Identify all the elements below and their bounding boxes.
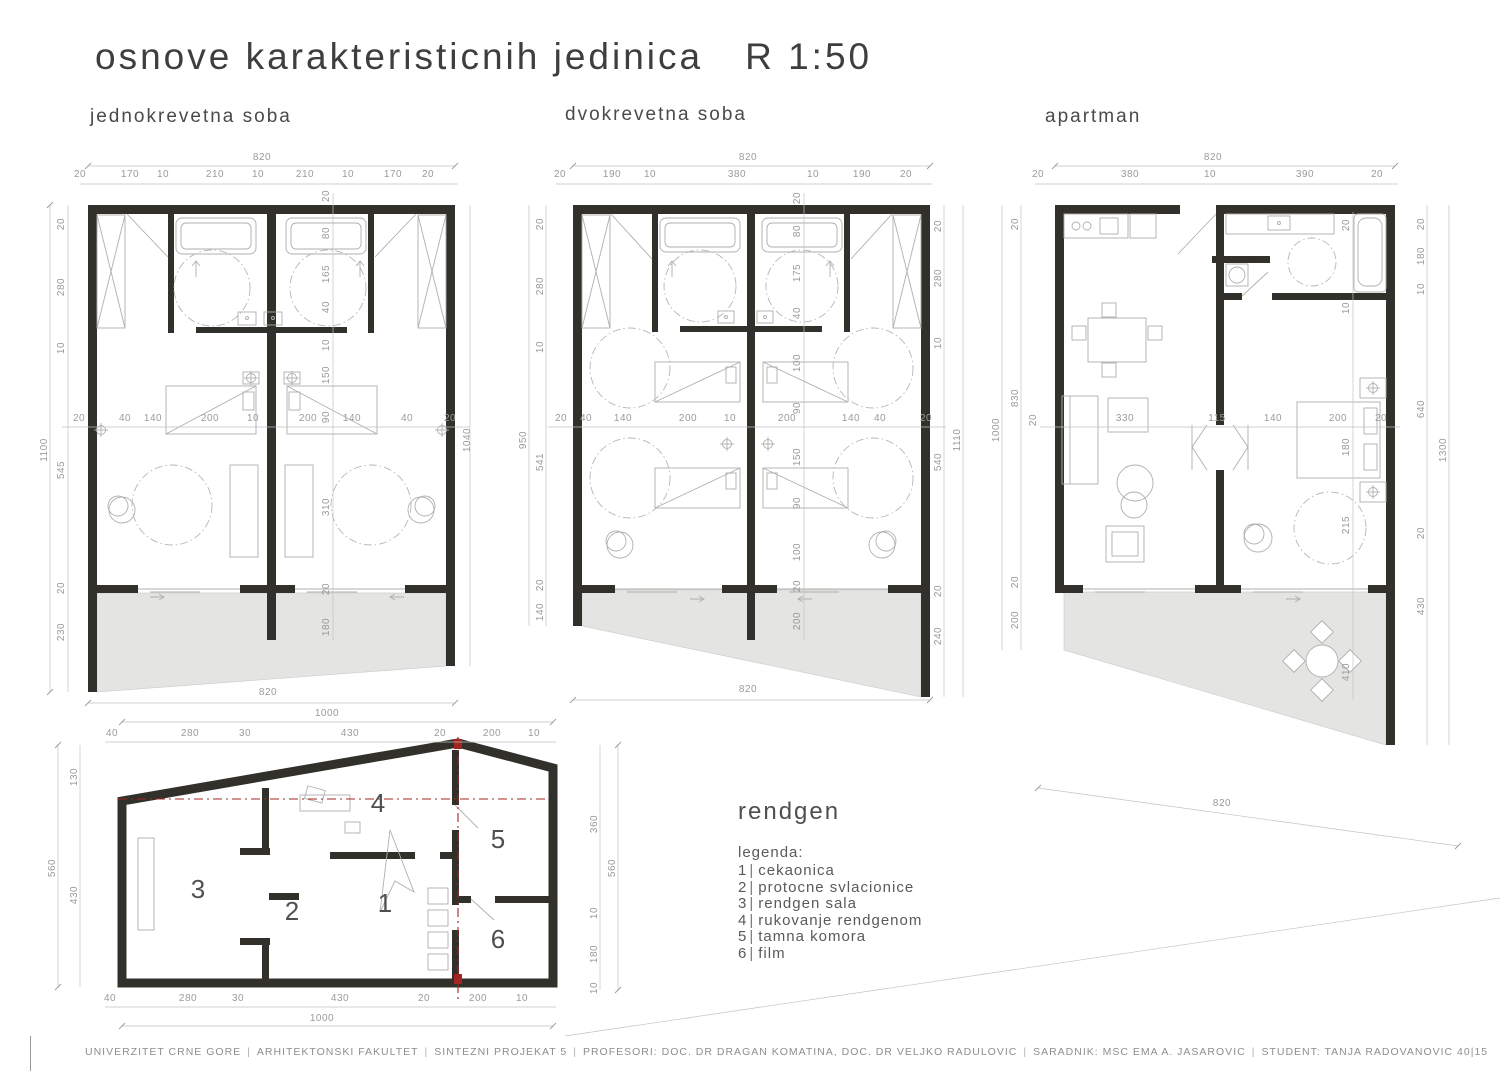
dim-label: 10 (1341, 301, 1352, 315)
dim-label: 20 (535, 578, 546, 592)
dim-label: 380 (727, 169, 747, 180)
dim-label: 20 (554, 413, 568, 424)
dim-label: 140 (1263, 413, 1283, 424)
legend-separator: | (749, 944, 755, 962)
dim-label: 40 (792, 306, 803, 320)
dim-label: 410 (1341, 662, 1352, 682)
dim-label: 1110 (952, 428, 963, 452)
dim-label: 200 (1010, 610, 1021, 630)
legend-item-number: 3 (738, 895, 748, 912)
dim-label: 20 (792, 191, 803, 205)
dim-label: 100 (792, 353, 803, 373)
dim-label: 10 (535, 340, 546, 354)
legend-title: rendgen (738, 798, 841, 825)
title-block (0, 1038, 1500, 1071)
dim-label: 20 (1416, 217, 1427, 231)
dim-label: 820 (252, 152, 272, 163)
dim-label: 20 (535, 217, 546, 231)
dim-label: 10 (589, 981, 600, 995)
legend-separator: | (749, 878, 755, 896)
legend-separator: | (749, 862, 755, 879)
dim-label: 190 (602, 169, 622, 180)
dim-label: 1100 (39, 438, 50, 462)
dim-label: 20 (933, 584, 944, 598)
dim-label: 140 (342, 413, 362, 424)
sheet-title-text: osnove karakteristicnih jedinica (95, 36, 704, 77)
dim-label: 820 (738, 152, 758, 163)
dim-label: 20 (1031, 169, 1045, 180)
dim-label: 310 (321, 497, 332, 517)
dim-label: 541 (535, 452, 546, 472)
dim-label: 200 (777, 413, 797, 424)
dim-label: 830 (1010, 388, 1021, 408)
footer-student: STUDENT: TANJA RADOVANOVIC 40|15 (1261, 1046, 1489, 1058)
dim-label: 90 (321, 410, 332, 424)
dim-label: 280 (178, 993, 198, 1004)
dim-label: 20 (421, 169, 435, 180)
dim-label: 10 (643, 169, 657, 180)
dim-label: 240 (933, 626, 944, 646)
footer-faculty: ARHITEKTONSKI FAKULTET (256, 1046, 419, 1058)
dim-label: 280 (933, 268, 944, 288)
dim-label: 40 (105, 728, 119, 739)
legend-item-number: 6 (738, 944, 748, 962)
dim-label: 200 (678, 413, 698, 424)
dim-label: 10 (515, 993, 529, 1004)
dim-label: 180 (1341, 437, 1352, 457)
dim-label: 20 (56, 217, 67, 231)
dim-label: 170 (120, 169, 140, 180)
dim-label: 10 (806, 169, 820, 180)
footer-separator: | (573, 1046, 577, 1058)
dim-label: 20 (321, 582, 332, 596)
dim-label: 80 (321, 226, 332, 240)
dim-label: 20 (899, 169, 913, 180)
legend-item-label: rendgen sala (758, 895, 857, 912)
legend-separator: | (749, 895, 755, 912)
room-number: 5 (490, 824, 506, 854)
dim-label: 210 (295, 169, 315, 180)
dim-label: 10 (527, 728, 541, 739)
legend-item (738, 863, 922, 880)
dim-label: 200 (1328, 413, 1348, 424)
room-number: 6 (490, 924, 506, 954)
dim-label: 280 (56, 277, 67, 297)
dim-label: 40 (321, 300, 332, 314)
footer-professors: PROFESORI: DOC. DR DRAGAN KOMATINA, DOC. DR VELJKO RADULOVIC (582, 1046, 1018, 1058)
dim-label: 200 (482, 728, 502, 739)
dim-label: 175 (792, 263, 803, 283)
legend-item-label: cekaonica (758, 862, 835, 879)
footer-project: SINTEZNI PROJEKAT 5 (434, 1046, 568, 1058)
dim-label: 190 (852, 169, 872, 180)
dim-label: 1040 (462, 427, 473, 453)
footer-separator: | (1251, 1046, 1256, 1058)
dim-label: 100 (792, 542, 803, 562)
dim-label: 10 (933, 336, 944, 350)
dim-label: 540 (933, 452, 944, 472)
legend-separator: | (749, 928, 755, 945)
dim-label: 10 (246, 413, 260, 424)
dim-label: 140 (613, 413, 633, 424)
dim-label: 430 (1416, 596, 1427, 616)
dim-label: 130 (69, 767, 80, 787)
dim-label: 10 (321, 338, 332, 352)
dim-label: 10 (723, 413, 737, 424)
dim-label: 200 (298, 413, 318, 424)
dim-label: 200 (468, 993, 488, 1004)
dim-label: 115 (1208, 413, 1226, 424)
plan-jednokrevetna-soba (39, 152, 473, 706)
legend-item (738, 880, 922, 897)
dim-label: 20 (72, 413, 86, 424)
dim-label: 20 (792, 579, 803, 593)
legend-item-label: rukovanje rendgenom (758, 911, 923, 929)
legend-separator: | (749, 911, 755, 929)
dim-label: 150 (321, 365, 332, 385)
dim-label: 20 (933, 219, 944, 233)
legend-item (738, 946, 922, 963)
room-number: 1 (377, 888, 393, 918)
dim-label: 10 (251, 169, 265, 180)
plan-dvokrevetna-soba (518, 152, 963, 703)
dim-label: 80 (792, 224, 803, 238)
dim-label: 430 (330, 993, 350, 1004)
dim-label: 640 (1416, 399, 1427, 419)
dim-label: 20 (553, 169, 567, 180)
dim-label: 20 (443, 413, 457, 424)
dim-label: 200 (200, 413, 220, 424)
dim-label: 1300 (1438, 437, 1449, 463)
dim-label: 330 (1115, 413, 1135, 424)
footer-separator: | (1023, 1046, 1028, 1058)
dim-label: 20 (1341, 218, 1352, 232)
dim-label: 10 (56, 341, 67, 355)
dim-label: 20 (1028, 413, 1039, 427)
dim-label: 140 (841, 413, 861, 424)
dim-label: 20 (433, 728, 447, 739)
dim-label: 20 (1010, 217, 1021, 231)
dim-label: 360 (589, 814, 600, 834)
dim-label: 20 (1374, 413, 1388, 424)
legend-item-number: 4 (738, 911, 748, 929)
dim-label: 40 (579, 413, 593, 424)
legend-item (738, 913, 922, 930)
dim-label: 215 (1341, 515, 1352, 535)
dim-label: 180 (321, 617, 332, 637)
dim-label: 165 (321, 264, 332, 284)
dim-label: 950 (518, 430, 529, 450)
legend-item-number: 2 (738, 878, 748, 896)
dim-label: 10 (589, 906, 600, 920)
dim-label: 40 (873, 413, 887, 424)
legend-heading: legenda: (738, 844, 804, 861)
footer-associate: SARADNIK: MSC EMA A. JASAROVIC (1033, 1046, 1246, 1058)
dim-label: 560 (607, 858, 618, 878)
sheet-scale: R 1:50 (745, 36, 873, 77)
dim-label: 10 (1416, 282, 1427, 296)
dim-label: 170 (383, 169, 403, 180)
dim-label: 280 (535, 276, 546, 296)
footer-separator: | (247, 1046, 251, 1058)
dim-label: 545 (56, 460, 67, 480)
room-number: 3 (190, 874, 206, 904)
dim-label: 210 (205, 169, 225, 180)
dim-label: 150 (792, 447, 803, 467)
dim-label: 1000 (991, 417, 1002, 443)
dim-label: 820 (1212, 798, 1232, 809)
dim-label: 140 (143, 413, 163, 424)
dim-label: 230 (56, 622, 67, 642)
legend-item-label: protocne svlacionice (758, 878, 915, 896)
dim-label: 40 (400, 413, 414, 424)
dim-label: 180 (1416, 246, 1427, 266)
plan3-label: apartman (1045, 106, 1142, 127)
plan-rendgen (47, 708, 621, 1029)
legend-item-number: 1 (738, 862, 748, 879)
dim-label: 30 (231, 993, 245, 1004)
dim-label: 390 (1295, 169, 1315, 180)
dim-label: 20 (73, 169, 87, 180)
dim-label: 20 (1416, 526, 1427, 540)
dim-label: 20 (417, 993, 431, 1004)
dim-label: 1000 (314, 708, 340, 719)
dim-label: 20 (321, 189, 332, 203)
footer-separator: | (424, 1046, 429, 1058)
dim-label: 40 (103, 993, 117, 1004)
dim-label: 20 (56, 581, 67, 595)
dim-label: 430 (340, 728, 360, 739)
dim-label: 90 (792, 401, 803, 415)
dim-label: 10 (341, 169, 355, 180)
dim-label: 380 (1120, 169, 1140, 180)
dim-label: 140 (535, 602, 546, 622)
room-number: 2 (284, 896, 300, 926)
legend (738, 798, 922, 962)
dim-label: 20 (1010, 575, 1021, 589)
dim-label: 820 (1203, 152, 1223, 163)
plan1-label: jednokrevetna soba (90, 106, 292, 127)
room-number: 4 (370, 788, 386, 818)
dim-label: 30 (238, 728, 252, 739)
dim-label: 10 (156, 169, 170, 180)
dim-label: 280 (180, 728, 200, 739)
dim-label: 10 (1203, 169, 1217, 180)
dim-label: 820 (258, 687, 278, 698)
dim-label: 180 (589, 944, 600, 964)
legend-item-number: 5 (738, 928, 748, 945)
dim-label: 20 (1370, 169, 1384, 180)
footer-university: UNIVERZITET CRNE GORE (85, 1046, 242, 1058)
dim-label: 20 (919, 413, 933, 424)
legend-item-label: film (758, 944, 786, 962)
dim-label: 430 (69, 885, 80, 905)
dim-label: 200 (792, 611, 803, 631)
legend-item (738, 929, 922, 946)
dim-label: 1000 (309, 1013, 335, 1024)
dim-label: 820 (738, 684, 758, 695)
dim-label: 90 (792, 496, 803, 510)
dim-label: 40 (118, 413, 132, 424)
legend-item-label: tamna komora (758, 928, 867, 945)
plan2-label: dvokrevetna soba (565, 104, 747, 125)
legend-item (738, 896, 922, 913)
dim-label: 560 (47, 858, 58, 878)
